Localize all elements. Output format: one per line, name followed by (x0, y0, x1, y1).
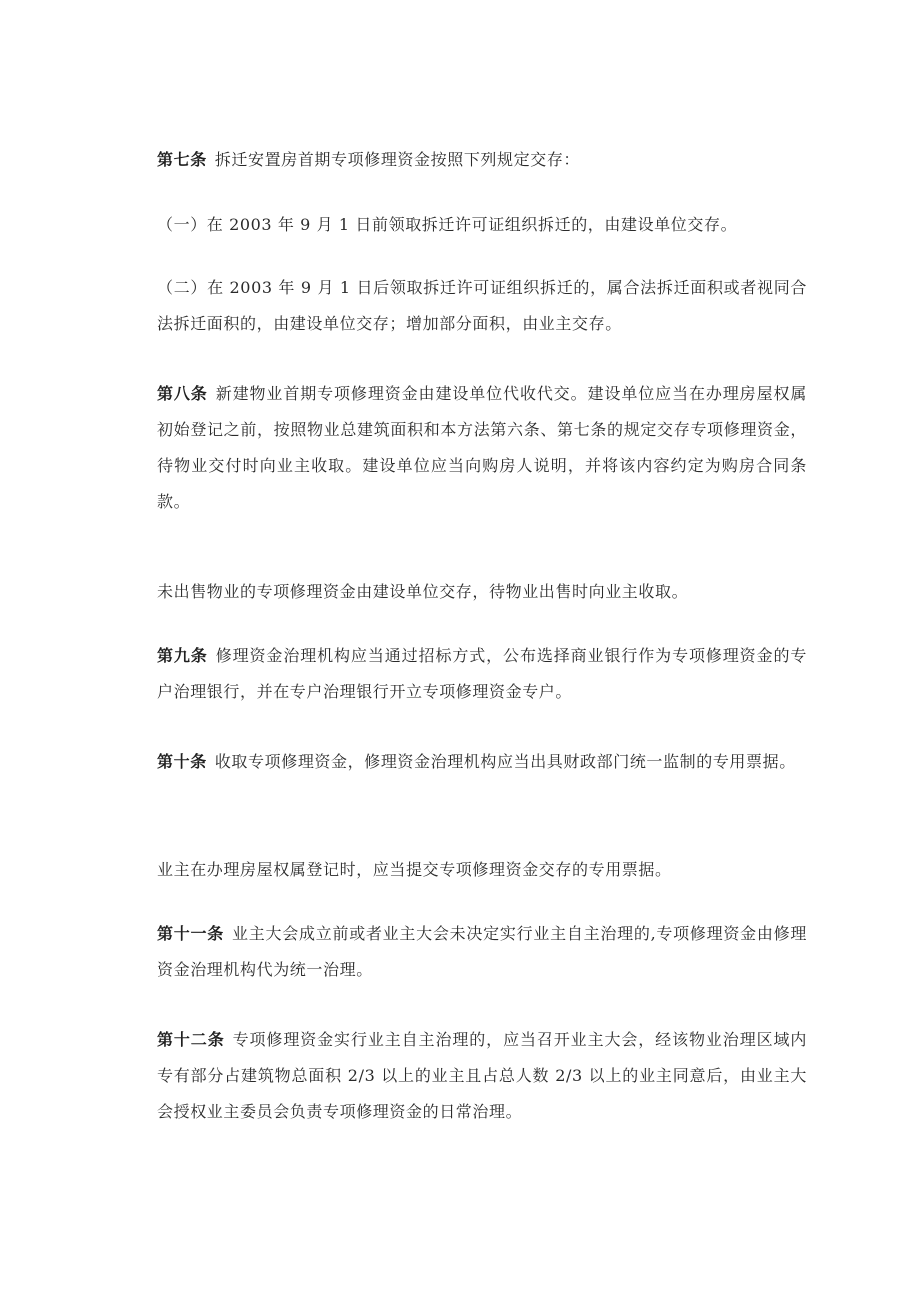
paragraph-text: （二）在 2003 年 9 月 1 日后领取拆迁许可证组织拆迁的，属合法拆迁面积或者视同合法拆迁面积的，由建设单位交存；增加部分面积，由业主交存。 (157, 278, 807, 333)
article-8-note (157, 574, 807, 610)
paragraph-text: 业主大会成立前或者业主大会未决定实行业主自主治理的,专项修理资金由修理资金治理机构代为统一治理。 (157, 924, 807, 979)
article-heading: 第十条 (157, 752, 207, 771)
paragraph-text: 专项修理资金实行业主自主治理的，应当召开业主大会，经该物业治理区域内专有部分占建筑物总面积 2/3 以上的业主且占总人数 2/3 以上的业主同意后，由业主大会授权业主委员会负责专项修理资金的日常治理。 (157, 1030, 808, 1121)
paragraph-text: （一）在 2003 年 9 月 1 日前领取拆迁许可证组织拆迁的，由建设单位交存。 (157, 215, 738, 234)
article-8-paragraph (157, 376, 807, 520)
paragraph-text: 业主在办理房屋权属登记时，应当提交专项修理资金交存的专用票据。 (157, 860, 672, 879)
article-7-paragraph (157, 142, 807, 178)
article-heading: 第八条 (157, 384, 208, 403)
paragraph-text: 新建物业首期专项修理资金由建设单位代收代交。建设单位应当在办理房屋权属初始登记之前，按照物业总建筑面积和本方法第六条、第七条的规定交存专项修理资金，待物业交付时向业主收取。建设单位应当向购房人说明，并将该内容约定为购房合同条款。 (157, 384, 807, 511)
article-10-paragraph (157, 744, 807, 780)
article-heading: 第十一条 (157, 924, 224, 943)
article-7-item-1 (157, 207, 807, 243)
paragraph-text: 修理资金治理机构应当通过招标方式，公布选择商业银行作为专项修理资金的专户治理银行，并在专户治理银行开立专项修理资金专户。 (157, 646, 807, 701)
paragraph-text: 拆迁安置房首期专项修理资金按照下列规定交存： (214, 150, 581, 169)
article-11-paragraph (157, 916, 807, 988)
article-heading: 第十二条 (157, 1030, 225, 1049)
article-12-paragraph (157, 1022, 807, 1130)
article-heading: 第九条 (157, 646, 208, 665)
article-9-paragraph (157, 638, 807, 710)
article-7-item-2 (157, 270, 807, 342)
article-heading: 第七条 (157, 150, 207, 169)
article-10-note (157, 852, 807, 888)
paragraph-text: 收取专项修理资金，修理资金治理机构应当出具财政部门统一监制的专用票据。 (214, 752, 796, 771)
paragraph-text: 未出售物业的专项修理资金由建设单位交存，待物业出售时向业主收取。 (157, 582, 689, 601)
